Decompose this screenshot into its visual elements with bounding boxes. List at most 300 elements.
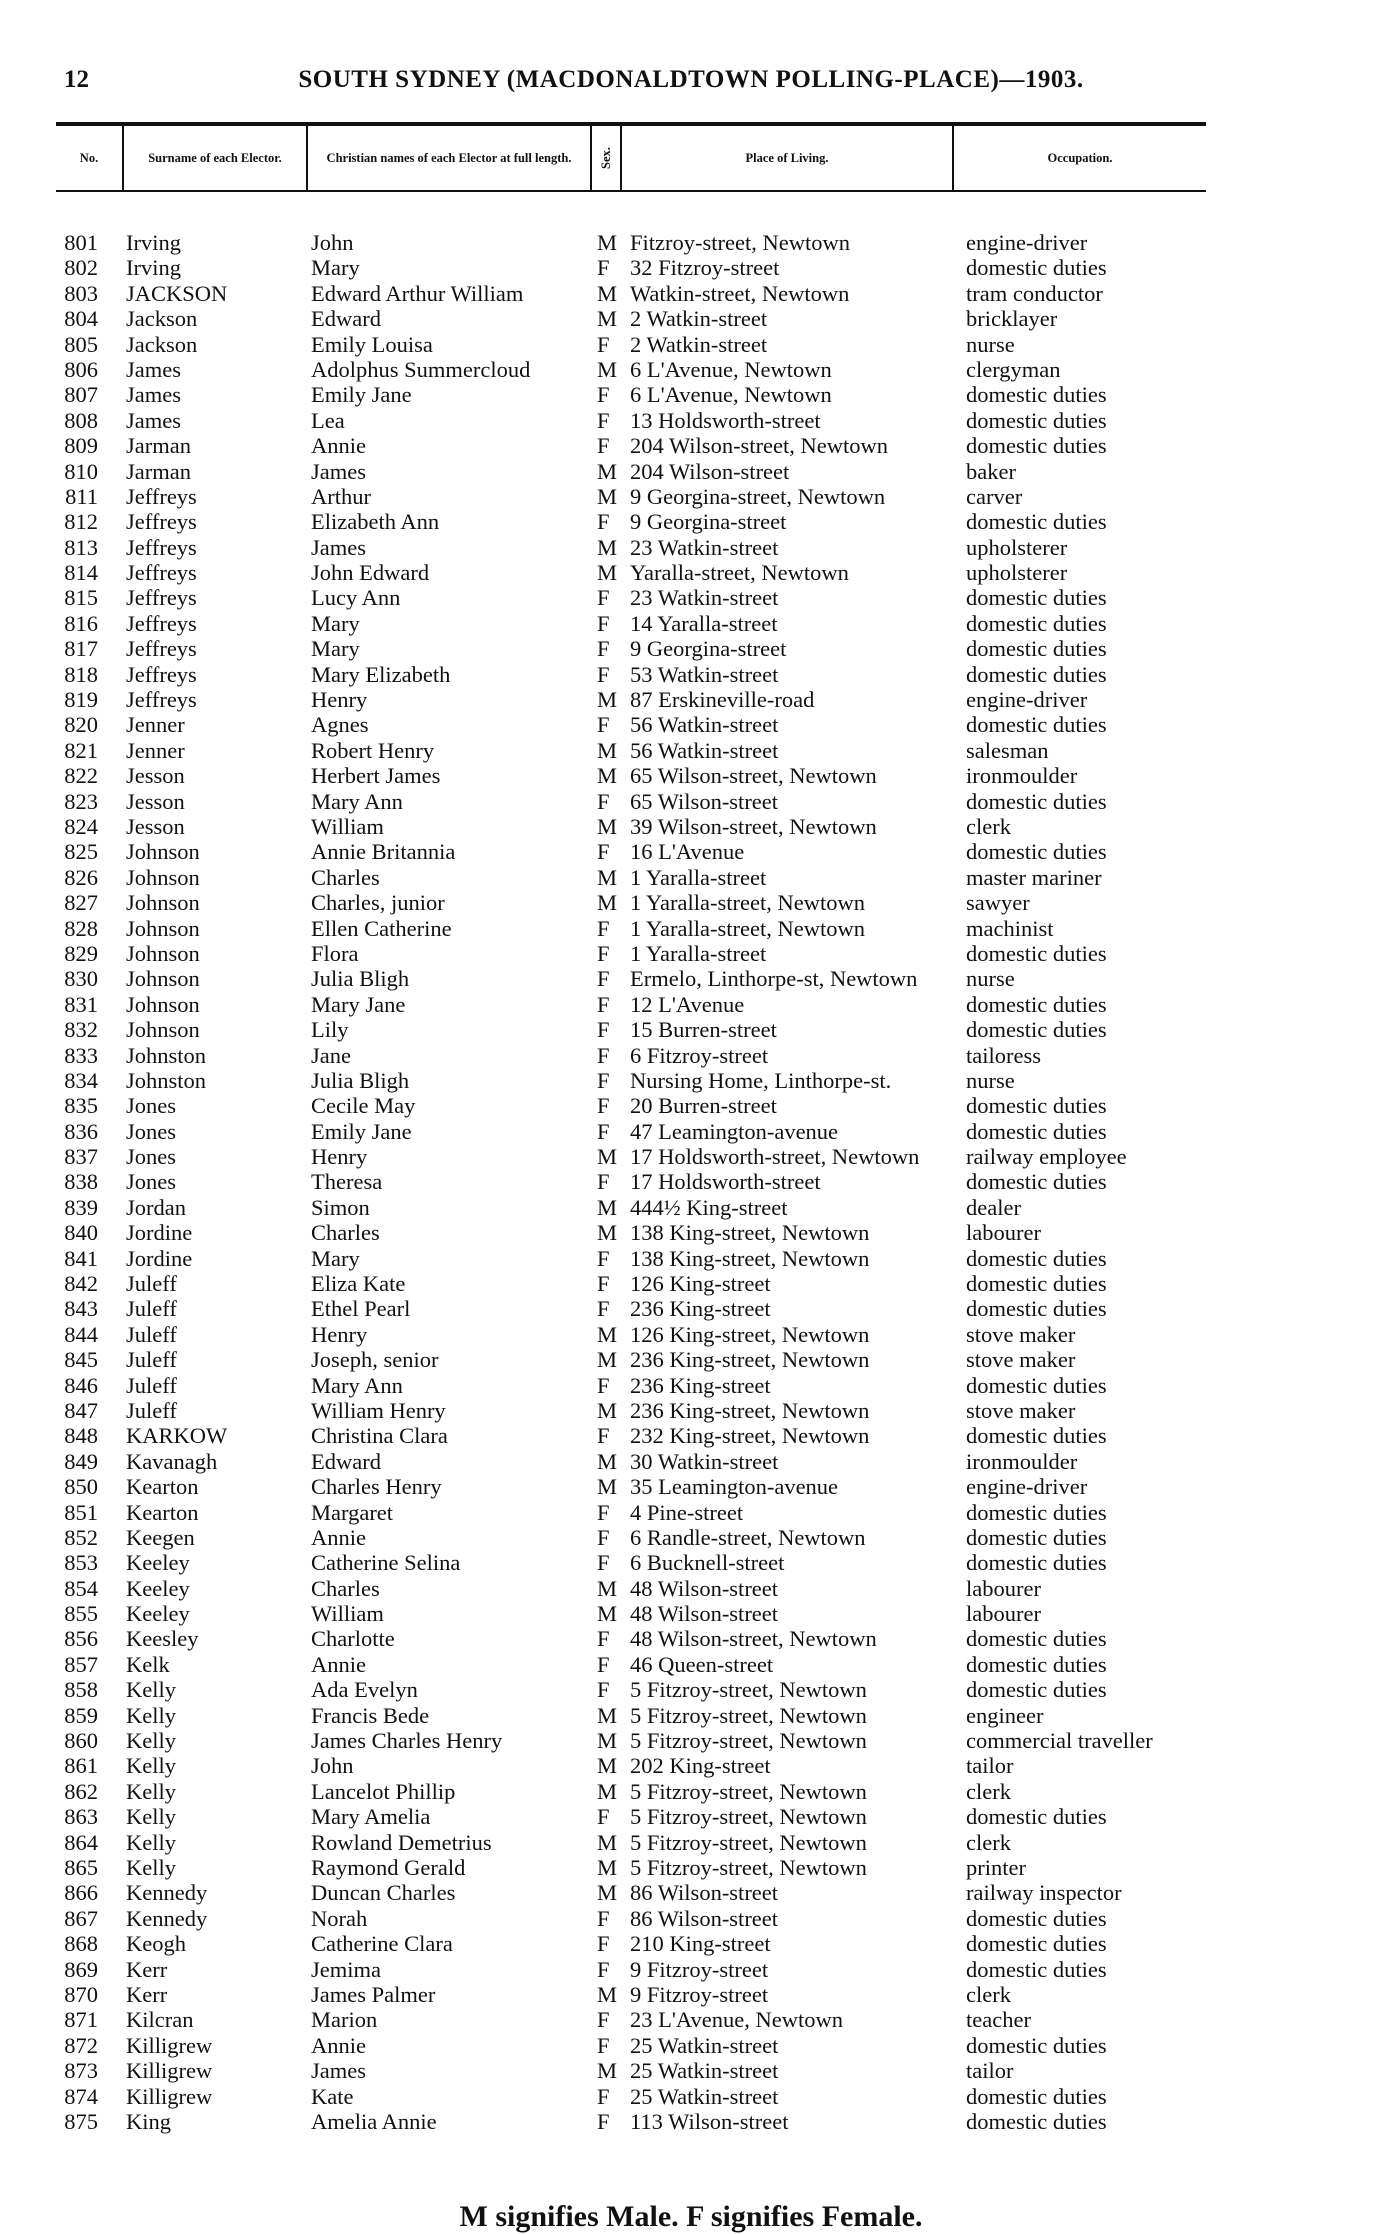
- elector-surname: Juleff: [126, 1347, 177, 1373]
- elector-sex: M: [597, 864, 618, 890]
- table-row: [0, 382, 1382, 407]
- table-row: [0, 1779, 1382, 1804]
- elector-christian-names: James Charles Henry: [311, 1728, 503, 1754]
- elector-sex: M: [597, 1880, 618, 1906]
- elector-occupation: tailor: [966, 1753, 1014, 1779]
- elector-christian-names: Charles Henry: [311, 1474, 442, 1500]
- elector-place-of-living: Ermelo, Linthorpe-st, Newtown: [630, 966, 918, 992]
- elector-number: 866: [64, 1880, 98, 1906]
- table-row: [0, 1068, 1382, 1093]
- elector-surname: Kilcran: [126, 2007, 194, 2033]
- table-row: [0, 1677, 1382, 1702]
- elector-christian-names: Flora: [311, 940, 359, 966]
- elector-sex: M: [597, 1855, 618, 1880]
- elector-christian-names: Charles: [311, 1575, 380, 1601]
- column-header-surname: Surname of each Elector.: [148, 151, 282, 165]
- elector-christian-names: Mary: [311, 636, 360, 662]
- elector-sex: M: [597, 280, 618, 306]
- elector-sex: F: [597, 433, 610, 459]
- table-row: [0, 1830, 1382, 1855]
- elector-place-of-living: 65 Wilson-street, Newtown: [630, 763, 877, 789]
- elector-place-of-living: 23 Watkin-street: [630, 585, 779, 611]
- elector-sex: F: [597, 1093, 610, 1119]
- elector-sex: M: [597, 687, 618, 713]
- elector-surname: Jarman: [126, 433, 191, 459]
- elector-sex: F: [597, 255, 610, 281]
- table-row: [0, 738, 1382, 763]
- elector-place-of-living: 126 King-street, Newtown: [630, 1321, 870, 1347]
- elector-sex: F: [597, 509, 610, 535]
- elector-occupation: carver: [966, 483, 1023, 509]
- elector-surname: Juleff: [126, 1397, 177, 1423]
- elector-number: 809: [64, 433, 98, 459]
- elector-place-of-living: 9 Georgina-street: [630, 509, 787, 535]
- elector-surname: Jeffreys: [126, 636, 197, 662]
- table-row: [0, 1703, 1382, 1728]
- elector-occupation: domestic duties: [966, 1626, 1107, 1652]
- elector-occupation: domestic duties: [966, 1524, 1107, 1550]
- elector-surname: James: [126, 407, 181, 433]
- table-row: [0, 916, 1382, 941]
- elector-number: 822: [64, 763, 98, 789]
- elector-place-of-living: 48 Wilson-street, Newtown: [630, 1626, 877, 1652]
- elector-sex: F: [597, 407, 610, 433]
- elector-occupation: master mariner: [966, 864, 1102, 890]
- elector-occupation: domestic duties: [966, 1677, 1107, 1703]
- elector-christian-names: Lucy Ann: [311, 585, 401, 611]
- elector-christian-names: Cecile May: [311, 1093, 416, 1119]
- elector-christian-names: Edward Arthur William: [311, 280, 524, 306]
- elector-sex: M: [597, 1194, 618, 1220]
- elector-number: 832: [64, 1017, 98, 1043]
- elector-sex: M: [597, 1753, 618, 1779]
- elector-sex: F: [597, 585, 610, 611]
- table-row: [0, 712, 1382, 737]
- elector-occupation: domestic duties: [966, 1956, 1107, 1982]
- elector-sex: F: [597, 1956, 610, 1982]
- elector-christian-names: Adolphus Summercloud: [311, 356, 531, 382]
- elector-surname: Jarman: [126, 458, 191, 484]
- elector-place-of-living: 236 King-street, Newtown: [630, 1347, 870, 1373]
- elector-sex: M: [597, 1728, 618, 1754]
- elector-place-of-living: 6 L'Avenue, Newtown: [630, 356, 832, 382]
- elector-sex: M: [597, 1448, 618, 1474]
- elector-place-of-living: 48 Wilson-street: [630, 1601, 779, 1627]
- elector-occupation: labourer: [966, 1575, 1041, 1601]
- elector-occupation: clerk: [966, 813, 1011, 839]
- elector-occupation: domestic duties: [966, 712, 1107, 738]
- elector-christian-names: Margaret: [311, 1499, 394, 1525]
- elector-number: 838: [64, 1169, 98, 1195]
- table-row: [0, 1601, 1382, 1626]
- table-row: [0, 306, 1382, 331]
- elector-sex: M: [597, 534, 618, 560]
- elector-place-of-living: 25 Watkin-street: [630, 2058, 779, 2084]
- elector-christian-names: Annie: [311, 433, 366, 459]
- elector-occupation: teacher: [966, 2007, 1031, 2033]
- elector-christian-names: Mary: [311, 255, 360, 281]
- elector-place-of-living: 86 Wilson-street: [630, 1880, 779, 1906]
- elector-christian-names: William: [311, 813, 384, 839]
- elector-place-of-living: 5 Fitzroy-street, Newtown: [630, 1728, 867, 1754]
- table-row: [0, 509, 1382, 534]
- elector-number: 845: [64, 1347, 98, 1373]
- elector-sex: F: [597, 636, 610, 662]
- elector-place-of-living: 232 King-street, Newtown: [630, 1423, 870, 1449]
- elector-occupation: engine-driver: [966, 1474, 1088, 1500]
- table-row: [0, 281, 1382, 306]
- elector-number: 820: [64, 712, 98, 738]
- table-row: [0, 2058, 1382, 2083]
- elector-sex: F: [597, 610, 610, 636]
- elector-number: 839: [64, 1194, 98, 1220]
- elector-christian-names: Kate: [311, 2083, 354, 2109]
- elector-surname: Keeley: [126, 1575, 190, 1601]
- elector-sex: F: [597, 839, 610, 865]
- elector-christian-names: James: [311, 458, 366, 484]
- elector-occupation: tailor: [966, 2058, 1014, 2084]
- elector-sex: M: [597, 356, 618, 382]
- elector-number: 811: [65, 483, 98, 509]
- elector-christian-names: Annie Britannia: [311, 839, 456, 865]
- elector-occupation: domestic duties: [966, 255, 1107, 281]
- elector-surname: Jones: [126, 1144, 176, 1170]
- elector-number: 843: [64, 1296, 98, 1322]
- elector-place-of-living: 6 L'Avenue, Newtown: [630, 382, 832, 408]
- elector-place-of-living: 17 Holdsworth-street: [630, 1169, 821, 1195]
- elector-surname: Kelly: [126, 1702, 176, 1728]
- page-title: SOUTH SYDNEY (MACDONALDTOWN POLLING-PLACE)—1903.: [298, 66, 1084, 93]
- elector-sex: M: [597, 813, 618, 839]
- elector-number: 855: [64, 1601, 98, 1627]
- table-row: [0, 1626, 1382, 1651]
- elector-occupation: printer: [966, 1855, 1026, 1880]
- elector-christian-names: Mary Ann: [311, 1372, 403, 1398]
- elector-number: 803: [64, 280, 98, 306]
- elector-number: 817: [64, 636, 98, 662]
- elector-number: 862: [64, 1778, 98, 1804]
- elector-place-of-living: 6 Fitzroy-street: [630, 1042, 769, 1068]
- table-row: [0, 1169, 1382, 1194]
- elector-surname: Kennedy: [126, 1905, 208, 1931]
- elector-number: 844: [64, 1321, 98, 1347]
- elector-sex: F: [597, 1372, 610, 1398]
- elector-sex: M: [597, 1220, 618, 1246]
- footer-legend: M signifies Male. F signifies Female.: [459, 2200, 923, 2233]
- elector-number: 870: [64, 1981, 98, 2007]
- table-row: [0, 459, 1382, 484]
- elector-surname: Kelly: [126, 1778, 176, 1804]
- elector-christian-names: Francis Bede: [311, 1702, 430, 1728]
- elector-occupation: domestic duties: [966, 610, 1107, 636]
- elector-christian-names: Mary Jane: [311, 991, 406, 1017]
- table-row: [0, 357, 1382, 382]
- table-row: [0, 1855, 1382, 1880]
- elector-occupation: upholsterer: [966, 534, 1068, 560]
- table-row: [0, 611, 1382, 636]
- elector-christian-names: Charlotte: [311, 1626, 395, 1652]
- table-row: [0, 966, 1382, 991]
- elector-christian-names: Joseph, senior: [311, 1347, 439, 1373]
- elector-christian-names: Emily Louisa: [311, 331, 433, 357]
- elector-sex: M: [597, 1981, 618, 2007]
- elector-surname: Johnson: [126, 864, 200, 890]
- elector-christian-names: Julia Bligh: [311, 966, 410, 992]
- table-row: [0, 2084, 1382, 2109]
- elector-place-of-living: 2 Watkin-street: [630, 306, 768, 332]
- column-header-occupation: Occupation.: [1047, 151, 1113, 165]
- elector-number: 812: [64, 509, 98, 535]
- elector-number: 860: [64, 1728, 98, 1754]
- elector-number: 847: [64, 1397, 98, 1423]
- elector-number: 804: [64, 306, 98, 332]
- elector-number: 840: [64, 1220, 98, 1246]
- elector-list: [0, 230, 1382, 2134]
- elector-sex: F: [597, 1423, 610, 1449]
- table-row: [0, 1550, 1382, 1575]
- elector-occupation: stove maker: [966, 1321, 1076, 1347]
- elector-number: 834: [64, 1067, 98, 1093]
- elector-christian-names: Emily Jane: [311, 1118, 412, 1144]
- elector-occupation: clerk: [966, 1829, 1011, 1855]
- elector-occupation: commercial traveller: [966, 1728, 1153, 1754]
- elector-christian-names: Jemima: [311, 1956, 381, 1982]
- elector-surname: King: [126, 2108, 171, 2134]
- elector-place-of-living: 86 Wilson-street: [630, 1905, 779, 1931]
- elector-number: 815: [64, 585, 98, 611]
- elector-number: 802: [64, 255, 98, 281]
- elector-place-of-living: 23 Watkin-street: [630, 534, 779, 560]
- elector-sex: M: [597, 230, 618, 255]
- elector-surname: Johnson: [126, 940, 200, 966]
- elector-christian-names: Herbert James: [311, 763, 441, 789]
- elector-number: 861: [64, 1753, 98, 1779]
- elector-place-of-living: 30 Watkin-street: [630, 1448, 779, 1474]
- elector-occupation: tailoress: [966, 1042, 1041, 1068]
- elector-christian-names: Charles: [311, 1220, 380, 1246]
- elector-sex: F: [597, 788, 610, 814]
- elector-surname: Jenner: [126, 737, 185, 763]
- elector-place-of-living: 9 Georgina-street, Newtown: [630, 483, 886, 509]
- elector-surname: Killigrew: [126, 2032, 213, 2058]
- table-row: [0, 433, 1382, 458]
- column-header-place: Place of Living.: [745, 151, 829, 165]
- elector-number: 823: [64, 788, 98, 814]
- table-row: [0, 408, 1382, 433]
- elector-christian-names: John Edward: [311, 560, 430, 586]
- elector-place-of-living: 5 Fitzroy-street, Newtown: [630, 1702, 867, 1728]
- elector-occupation: clergyman: [966, 356, 1061, 382]
- column-header-no: No.: [79, 151, 99, 165]
- elector-occupation: domestic duties: [966, 636, 1107, 662]
- elector-surname: Jones: [126, 1093, 176, 1119]
- elector-number: 873: [64, 2058, 98, 2084]
- elector-sex: F: [597, 1931, 610, 1957]
- elector-sex: F: [597, 915, 610, 941]
- elector-surname: Keesley: [126, 1626, 199, 1652]
- table-row: [0, 1753, 1382, 1778]
- elector-occupation: upholsterer: [966, 560, 1068, 586]
- elector-sex: F: [597, 331, 610, 357]
- elector-christian-names: Agnes: [311, 712, 369, 738]
- elector-surname: Kelly: [126, 1728, 176, 1754]
- elector-place-of-living: 5 Fitzroy-street, Newtown: [630, 1677, 867, 1703]
- elector-place-of-living: 46 Queen-street: [630, 1651, 774, 1677]
- elector-occupation: domestic duties: [966, 585, 1107, 611]
- elector-surname: James: [126, 382, 181, 408]
- elector-surname: Jesson: [126, 788, 185, 814]
- elector-occupation: clerk: [966, 1778, 1011, 1804]
- elector-christian-names: William Henry: [311, 1397, 446, 1423]
- elector-number: 858: [64, 1677, 98, 1703]
- table-row: [0, 687, 1382, 712]
- elector-place-of-living: 204 Wilson-street: [630, 458, 790, 484]
- elector-place-of-living: 65 Wilson-street: [630, 788, 779, 814]
- elector-christian-names: Ethel Pearl: [311, 1296, 411, 1322]
- elector-surname: Kelly: [126, 1753, 176, 1779]
- elector-occupation: machinist: [966, 915, 1054, 941]
- elector-occupation: ironmoulder: [966, 1448, 1078, 1474]
- elector-number: 816: [64, 610, 98, 636]
- elector-number: 808: [64, 407, 98, 433]
- elector-surname: Jeffreys: [126, 483, 197, 509]
- elector-christian-names: Catherine Selina: [311, 1550, 461, 1576]
- elector-occupation: domestic duties: [966, 1651, 1107, 1677]
- elector-place-of-living: 9 Georgina-street: [630, 636, 787, 662]
- elector-number: 835: [64, 1093, 98, 1119]
- elector-surname: Kelly: [126, 1829, 176, 1855]
- elector-surname: Keeley: [126, 1601, 190, 1627]
- table-row: [0, 1906, 1382, 1931]
- elector-surname: Jordine: [126, 1245, 193, 1271]
- elector-occupation: domestic duties: [966, 407, 1107, 433]
- elector-sex: F: [597, 991, 610, 1017]
- elector-place-of-living: 15 Burren-street: [630, 1017, 777, 1043]
- table-row: [0, 1880, 1382, 1905]
- elector-surname: Johnson: [126, 991, 200, 1017]
- elector-occupation: domestic duties: [966, 1931, 1107, 1957]
- elector-sex: F: [597, 2108, 610, 2134]
- elector-place-of-living: 9 Fitzroy-street: [630, 1981, 769, 2007]
- elector-surname: Juleff: [126, 1372, 177, 1398]
- elector-number: 813: [64, 534, 98, 560]
- table-row: [0, 1931, 1382, 1956]
- elector-christian-names: Lily: [311, 1017, 349, 1043]
- table-row: [0, 1017, 1382, 1042]
- table-row: [0, 814, 1382, 839]
- elector-surname: Johnson: [126, 966, 200, 992]
- elector-place-of-living: 5 Fitzroy-street, Newtown: [630, 1778, 867, 1804]
- table-row: [0, 230, 1382, 255]
- elector-sex: F: [597, 1804, 610, 1830]
- elector-occupation: dealer: [966, 1194, 1021, 1220]
- elector-sex: F: [597, 1067, 610, 1093]
- elector-number: 824: [64, 813, 98, 839]
- elector-christian-names: Theresa: [311, 1169, 383, 1195]
- elector-number: 875: [64, 2108, 98, 2134]
- elector-christian-names: Annie: [311, 2032, 366, 2058]
- elector-christian-names: Mary Ann: [311, 788, 403, 814]
- elector-occupation: domestic duties: [966, 1423, 1107, 1449]
- table-row: [0, 1728, 1382, 1753]
- elector-surname: Kelly: [126, 1804, 176, 1830]
- table-row: [0, 1576, 1382, 1601]
- elector-place-of-living: Watkin-street, Newtown: [630, 280, 850, 306]
- elector-number: 874: [64, 2083, 98, 2109]
- table-row: [0, 2007, 1382, 2032]
- elector-place-of-living: 236 King-street: [630, 1372, 771, 1398]
- elector-place-of-living: 138 King-street, Newtown: [630, 1245, 870, 1271]
- table-row: [0, 662, 1382, 687]
- elector-sex: F: [597, 2032, 610, 2058]
- elector-christian-names: Marion: [311, 2007, 378, 2033]
- table-row: [0, 1246, 1382, 1271]
- elector-occupation: nurse: [966, 331, 1015, 357]
- elector-surname: Johnston: [126, 1042, 207, 1068]
- elector-sex: M: [597, 1474, 618, 1500]
- elector-christian-names: Henry: [311, 687, 368, 713]
- elector-number: 867: [64, 1905, 98, 1931]
- elector-surname: Kelly: [126, 1855, 176, 1880]
- elector-number: 825: [64, 839, 98, 865]
- table-row: [0, 535, 1382, 560]
- elector-sex: F: [597, 1296, 610, 1322]
- elector-place-of-living: Yaralla-street, Newtown: [630, 560, 849, 586]
- elector-number: 827: [64, 890, 98, 916]
- elector-sex: F: [597, 382, 610, 408]
- elector-occupation: nurse: [966, 1067, 1015, 1093]
- table-row: [0, 560, 1382, 585]
- elector-place-of-living: 2 Watkin-street: [630, 331, 768, 357]
- elector-number: 818: [64, 661, 98, 687]
- page-number: 12: [64, 66, 89, 93]
- elector-occupation: domestic duties: [966, 661, 1107, 687]
- elector-number: 826: [64, 864, 98, 890]
- elector-christian-names: Simon: [311, 1194, 370, 1220]
- elector-place-of-living: 1 Yaralla-street, Newtown: [630, 890, 865, 916]
- elector-place-of-living: 39 Wilson-street, Newtown: [630, 813, 877, 839]
- elector-occupation: labourer: [966, 1220, 1041, 1246]
- elector-sex: F: [597, 1677, 610, 1703]
- elector-number: 841: [64, 1245, 98, 1271]
- elector-sex: M: [597, 1347, 618, 1373]
- elector-christian-names: James Palmer: [311, 1981, 436, 2007]
- elector-christian-names: Ellen Catherine: [311, 915, 452, 941]
- elector-occupation: domestic duties: [966, 2083, 1107, 2109]
- elector-sex: F: [597, 661, 610, 687]
- table-row: [0, 789, 1382, 814]
- elector-occupation: domestic duties: [966, 1550, 1107, 1576]
- elector-surname: Killigrew: [126, 2058, 213, 2084]
- elector-place-of-living: 87 Erskineville-road: [630, 687, 815, 713]
- elector-surname: Jeffreys: [126, 687, 197, 713]
- table-row: [0, 636, 1382, 661]
- elector-occupation: domestic duties: [966, 1296, 1107, 1322]
- elector-surname: Killigrew: [126, 2083, 213, 2109]
- elector-christian-names: Amelia Annie: [311, 2108, 437, 2134]
- elector-occupation: domestic duties: [966, 1245, 1107, 1271]
- elector-occupation: railway employee: [966, 1144, 1127, 1170]
- elector-christian-names: Charles, junior: [311, 890, 445, 916]
- elector-sex: M: [597, 1702, 618, 1728]
- elector-christian-names: Edward: [311, 1448, 381, 1474]
- elector-occupation: domestic duties: [966, 2108, 1107, 2134]
- table-row: [0, 890, 1382, 915]
- elector-number: 859: [64, 1702, 98, 1728]
- elector-place-of-living: 1 Yaralla-street: [630, 940, 767, 966]
- elector-surname: Jackson: [126, 306, 198, 332]
- table-row: [0, 941, 1382, 966]
